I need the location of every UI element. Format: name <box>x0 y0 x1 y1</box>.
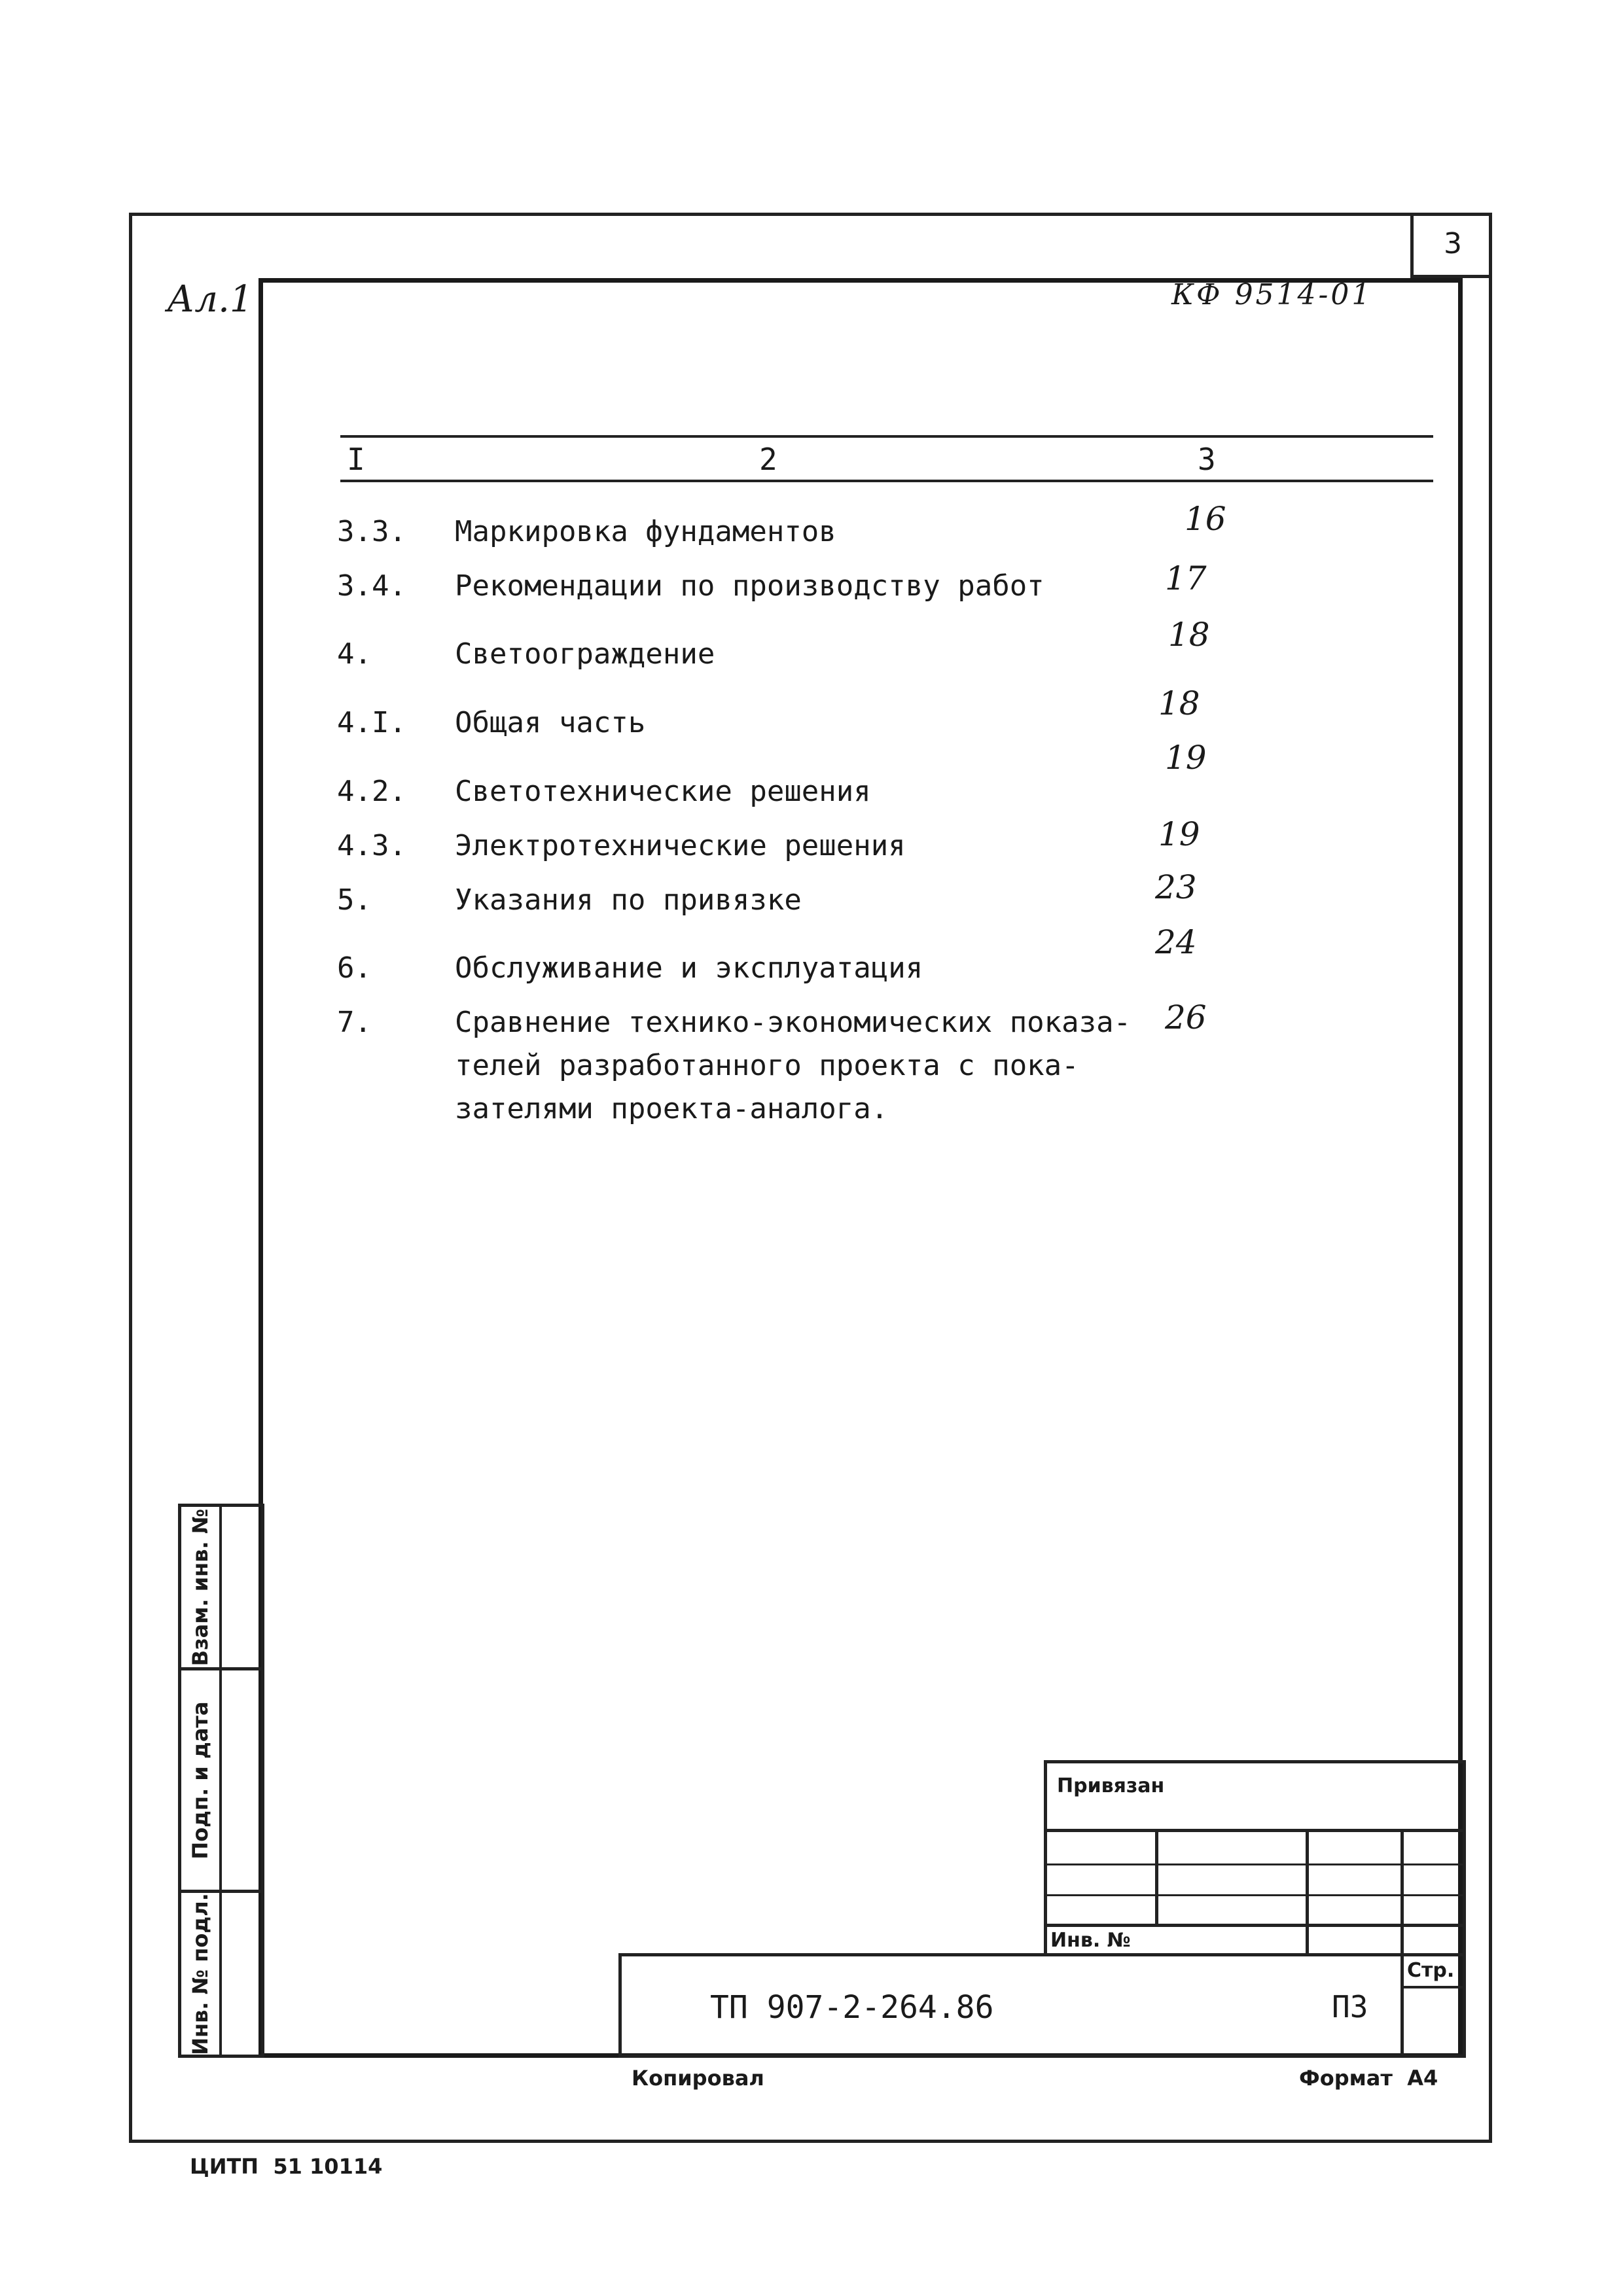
print-stamp: ЦИТП 51 10114 <box>190 2154 383 2179</box>
sidebar-signature-box <box>178 1667 264 1893</box>
title-block-sheet-rule <box>1400 1986 1466 1988</box>
row-title: Рекомендации по производству работ <box>455 569 1044 603</box>
row-title: Электротехнические решения <box>455 829 906 862</box>
row-number: 3.4. <box>337 569 406 603</box>
sidebar-label-box <box>181 1893 222 2055</box>
sidebar-original-box <box>178 1890 264 2058</box>
format-label: Формат А4 <box>1299 2066 1438 2091</box>
table-row <box>337 684 1450 747</box>
row-title: Маркировка фундаментов <box>455 515 836 548</box>
title-block-sheet-col <box>1400 1953 1404 2058</box>
row-number: 4.2. <box>337 775 406 808</box>
table-row <box>337 815 1450 870</box>
binding-label: Привязан <box>1057 1775 1165 1797</box>
original-inventory-label: Инв. № подл. <box>188 1892 213 2055</box>
document-code: КФ 9514-01 <box>1171 278 1373 311</box>
table-row <box>337 559 1450 610</box>
row-number: 4.I. <box>337 706 406 739</box>
binding-col <box>1306 1829 1309 1956</box>
row-page: 23 <box>1155 868 1197 906</box>
table-row <box>337 923 1450 993</box>
sidebar-replacement-box <box>178 1504 264 1670</box>
row-page: 17 <box>1165 559 1207 597</box>
row-number: 7. <box>337 1006 372 1039</box>
row-page: 24 <box>1155 923 1197 961</box>
section-code: ПЗ <box>1332 1989 1368 2024</box>
sheet-label: Стр. <box>1407 1959 1455 1982</box>
column-header-3: 3 <box>1198 442 1216 477</box>
inventory-number-label: Инв. № <box>1050 1929 1131 1952</box>
table-top-rule <box>340 435 1433 438</box>
row-number: 5. <box>337 883 372 917</box>
table-header-rule <box>340 480 1433 482</box>
table-row <box>337 739 1450 816</box>
sidebar-label-box <box>181 1670 222 1890</box>
page-number: 3 <box>1410 213 1492 278</box>
row-number: 6. <box>337 951 372 985</box>
copied-by-label: Копировал <box>632 2066 764 2091</box>
table-row <box>337 998 1450 1139</box>
column-header-2: 2 <box>759 442 777 477</box>
row-title: Светотехнические решения <box>455 775 871 808</box>
row-number: 4. <box>337 637 372 671</box>
row-number: 3.3. <box>337 515 406 548</box>
row-number: 4.3. <box>337 829 406 862</box>
designation-text: ТП 907-2-264.86 <box>710 1989 994 2026</box>
binding-col <box>1155 1829 1158 1924</box>
column-header-1: I <box>347 442 365 477</box>
row-title: Указания по привязке <box>455 883 802 917</box>
row-page: 18 <box>1158 684 1200 722</box>
row-title: Сравнение технико-экономических показа- телей разработанного проекта с пока- зателями проекта-аналога. <box>455 1006 1132 1125</box>
row-title: Общая часть <box>455 706 646 739</box>
signature-date-label: Подп. и дата <box>188 1701 213 1860</box>
row-page: 19 <box>1165 739 1207 777</box>
document-designation <box>710 1989 993 2026</box>
row-title: Обслуживание и эксплуатация <box>455 951 923 985</box>
row-page: 19 <box>1158 815 1200 853</box>
row-page: 18 <box>1168 616 1210 654</box>
table-row <box>337 616 1450 679</box>
row-page: 16 <box>1185 500 1226 538</box>
binding-col <box>1400 1829 1404 1956</box>
archive-mark: Ал.1 <box>167 278 253 321</box>
table-row <box>337 868 1450 925</box>
row-title: Светоограждение <box>455 637 715 671</box>
table-row <box>337 500 1450 556</box>
sidebar-label-box <box>181 1507 222 1667</box>
row-page: 26 <box>1165 998 1207 1036</box>
replacement-inventory-label: Взам. инв. № <box>188 1508 213 1666</box>
